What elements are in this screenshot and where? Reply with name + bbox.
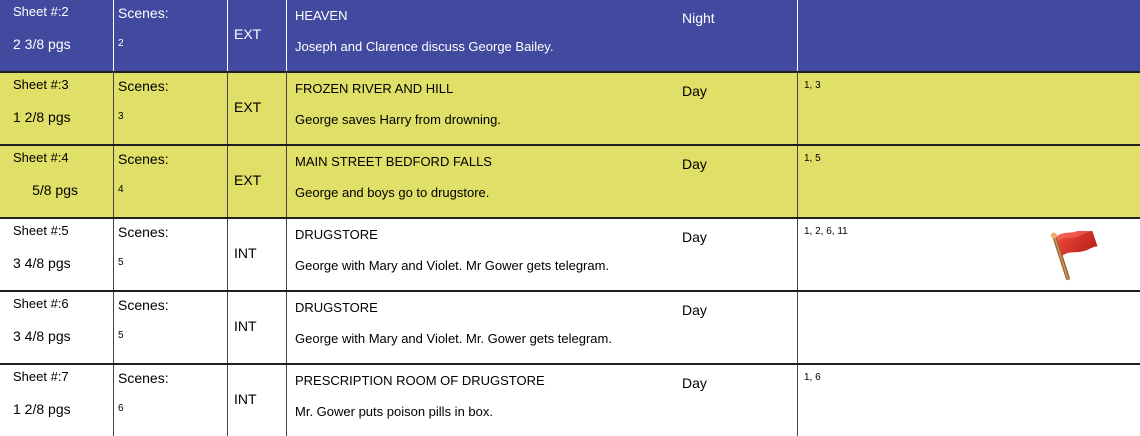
cast-cell [798, 73, 1140, 144]
scenes-cell [114, 146, 228, 217]
day-night: Day [682, 229, 707, 245]
int-ext-cell [228, 146, 287, 217]
red-flag-icon[interactable] [1050, 231, 1106, 283]
strip-row[interactable] [0, 73, 1140, 146]
page-count: 1 2/8 pgs [13, 401, 71, 417]
set-name: HEAVEN [295, 8, 348, 23]
page-count: 2 3/8 pgs [13, 36, 71, 52]
scenes-label: Scenes: [118, 224, 169, 240]
int-ext: INT [234, 318, 257, 334]
scene-synopsis: George saves Harry from drowning. [295, 112, 501, 127]
scene-synopsis: George with Mary and Violet. Mr. Gower gets telegram. [295, 331, 612, 346]
cast-cell [798, 0, 1140, 71]
set-name: FROZEN RIVER AND HILL [295, 81, 454, 96]
scenes-cell [114, 0, 228, 71]
set-cell [287, 365, 674, 436]
int-ext: EXT [234, 26, 262, 42]
int-ext-cell [228, 73, 287, 144]
day-night: Night [682, 10, 715, 26]
sheet-number: Sheet #:3 [13, 77, 69, 92]
sheet-number: Sheet #:6 [13, 296, 69, 311]
day-night-cell [674, 0, 798, 71]
set-cell [287, 0, 674, 71]
scene-synopsis: Joseph and Clarence discuss George Bailey. [295, 39, 554, 54]
scenes-label: Scenes: [118, 151, 169, 167]
scenes-label: Scenes: [118, 370, 169, 386]
strip-row[interactable] [0, 219, 1140, 292]
page-count: 3 4/8 pgs [13, 328, 71, 344]
page-count: 3 4/8 pgs [13, 255, 71, 271]
page-count: 5/8 pgs [32, 182, 78, 198]
scene-number: 6 [118, 403, 124, 414]
scenes-label: Scenes: [118, 78, 169, 94]
set-name: PRESCRIPTION ROOM OF DRUGSTORE [295, 373, 545, 388]
scene-number: 2 [118, 38, 124, 49]
int-ext-cell [228, 0, 287, 71]
strip-row[interactable] [0, 0, 1140, 73]
int-ext: EXT [234, 99, 262, 115]
sheet-number: Sheet #:4 [13, 150, 69, 165]
sheet-cell [0, 292, 114, 363]
int-ext-cell [228, 365, 287, 436]
sheet-cell [0, 365, 114, 436]
cast-ids: 1, 6 [804, 372, 821, 383]
day-night: Day [682, 375, 707, 391]
day-night: Day [682, 302, 707, 318]
scene-synopsis: George and boys go to drugstore. [295, 185, 490, 200]
sheet-number: Sheet #:7 [13, 369, 69, 384]
page-count: 1 2/8 pgs [13, 109, 71, 125]
set-cell [287, 219, 674, 290]
scenes-cell [114, 292, 228, 363]
int-ext-cell [228, 219, 287, 290]
cast-cell [798, 146, 1140, 217]
sheet-number: Sheet #:5 [13, 223, 69, 238]
sheet-cell [0, 73, 114, 144]
day-night-cell [674, 292, 798, 363]
set-name: DRUGSTORE [295, 300, 378, 315]
scene-number: 4 [118, 184, 124, 195]
strip-row[interactable] [0, 365, 1140, 436]
day-night-cell [674, 365, 798, 436]
cast-ids: 1, 5 [804, 153, 821, 164]
set-cell [287, 292, 674, 363]
sheet-number: Sheet #:2 [13, 4, 69, 19]
scene-number: 5 [118, 330, 124, 341]
scenes-label: Scenes: [118, 5, 169, 21]
int-ext: INT [234, 391, 257, 407]
cast-cell [798, 365, 1140, 436]
cast-ids: 1, 2, 6, 11 [804, 226, 848, 237]
day-night-cell [674, 73, 798, 144]
scenes-cell [114, 219, 228, 290]
day-night: Day [682, 83, 707, 99]
set-name: DRUGSTORE [295, 227, 378, 242]
day-night: Day [682, 156, 707, 172]
cast-ids: 1, 3 [804, 80, 821, 91]
sheet-cell [0, 219, 114, 290]
sheet-cell [0, 146, 114, 217]
int-ext-cell [228, 292, 287, 363]
scenes-cell [114, 365, 228, 436]
set-cell [287, 73, 674, 144]
strip-row[interactable] [0, 292, 1140, 365]
set-name: MAIN STREET BEDFORD FALLS [295, 154, 492, 169]
scene-number: 5 [118, 257, 124, 268]
scenes-cell [114, 73, 228, 144]
scene-number: 3 [118, 111, 124, 122]
int-ext: INT [234, 245, 257, 261]
strip-row[interactable] [0, 146, 1140, 219]
day-night-cell [674, 219, 798, 290]
scenes-label: Scenes: [118, 297, 169, 313]
day-night-cell [674, 146, 798, 217]
scene-synopsis: Mr. Gower puts poison pills in box. [295, 404, 493, 419]
set-cell [287, 146, 674, 217]
int-ext: EXT [234, 172, 262, 188]
cast-cell [798, 292, 1140, 363]
scene-synopsis: George with Mary and Violet. Mr Gower gets telegram. [295, 258, 610, 273]
sheet-cell [0, 0, 114, 71]
